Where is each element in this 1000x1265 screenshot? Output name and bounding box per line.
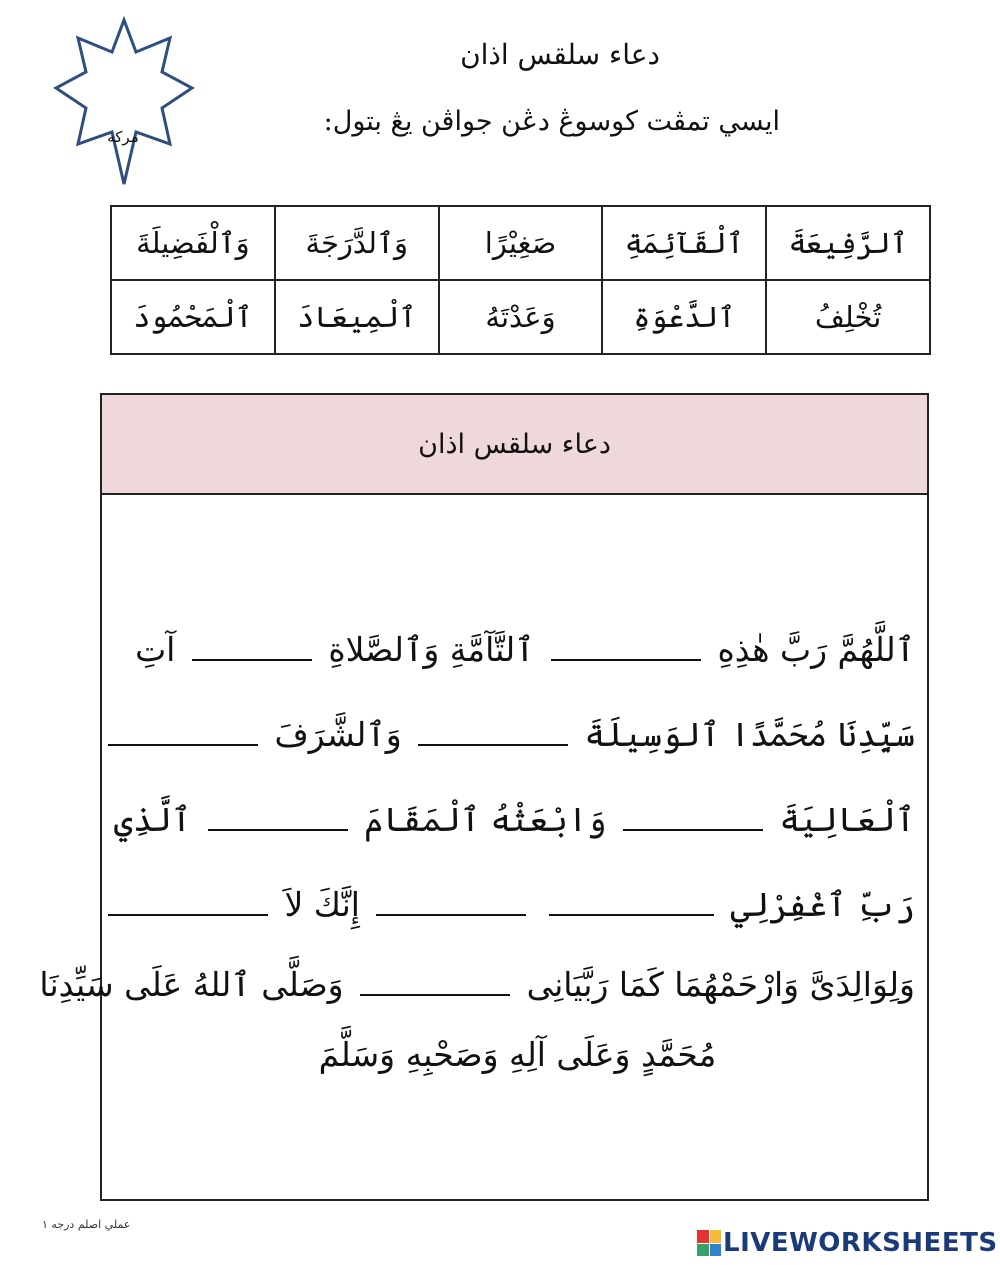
word-bank-cell[interactable]: ٱلدَّعْوَةِ	[602, 280, 766, 354]
word-bank-cell[interactable]: ٱلرَّفِيعَةَ	[766, 206, 930, 280]
passage-text: رَبِّ ٱغْفِرْلِي	[730, 885, 915, 924]
answer-blank-3[interactable]	[418, 714, 568, 746]
page-title: دعاء سلقس اذان	[460, 38, 660, 71]
passage-text: ٱلْعَالِيَةَ	[779, 800, 915, 839]
brand-name: LIVEWORKSHEETS	[723, 1228, 998, 1258]
answer-blank-9[interactable]	[108, 884, 268, 916]
passage-text: ٱلَّذِي	[113, 800, 192, 839]
passage-text: وَصَلَّى ٱللهُ عَلَى سَيِّدِنَا	[39, 965, 344, 1004]
passage-text: إِنَّكَ لاَ	[284, 885, 360, 924]
instruction-text: ايسي تمڤت كوسوڠ دڠن جواڤن يڠ بتول:	[323, 106, 780, 137]
word-bank-table	[110, 205, 931, 355]
word-bank-cell[interactable]: ٱلْقَآئِمَةِ	[602, 206, 766, 280]
word-bank-row	[111, 206, 930, 280]
word-bank-cell[interactable]: ٱلْمَحْمُودَ	[111, 280, 275, 354]
logo-mark-icon	[697, 1230, 721, 1256]
liveworksheets-logo	[697, 1228, 998, 1258]
passage-box	[39, 393, 929, 1201]
answer-blank-4[interactable]	[108, 714, 258, 746]
passage-text: ٱلتَّآمَّةِ وَٱلصَّلاةِ	[328, 630, 535, 669]
passage-line-1	[120, 625, 915, 675]
passage-text: مُحَمَّدٍ وَعَلَى آلِهِ وَصَحْبِهِ وَسَلَّمَ	[318, 1035, 717, 1074]
passage-line-3	[113, 795, 915, 845]
passage-line-5	[39, 960, 915, 1010]
passage-line-6	[120, 1030, 915, 1080]
answer-blank-10[interactable]	[360, 964, 510, 996]
word-bank-cell[interactable]: صَغِيْرًا	[439, 206, 603, 280]
passage-text: سَيِّدِنَا مُحَمَّدًا ٱلوَسِيلَةَ	[584, 715, 915, 754]
footer-note: عملي اصلم درجه ١	[42, 1218, 131, 1231]
passage-text: آتِ	[135, 630, 176, 669]
word-bank-cell[interactable]: وَٱلدَّرَجَةَ	[275, 206, 439, 280]
star-badge-icon	[52, 16, 196, 188]
answer-blank-2[interactable]	[192, 629, 312, 661]
passage-text: ٱللَّهُمَّ رَبَّ هٰذِهِ	[717, 630, 915, 669]
passage-line-4	[120, 880, 915, 930]
word-bank-cell[interactable]: وَعَدْتَهُ	[439, 280, 603, 354]
badge-label: مركه	[107, 128, 139, 146]
answer-blank-5[interactable]	[623, 799, 763, 831]
word-bank-cell[interactable]: ٱلْمِيعَادَ	[275, 280, 439, 354]
answer-blank-1[interactable]	[551, 629, 701, 661]
passage-text: وَلِوَالِدَىَّ وَارْحَمْهُمَا كَمَا رَبَّيَانِى	[526, 965, 915, 1004]
word-bank-cell[interactable]: وَٱلْفَضِيلَةَ	[111, 206, 275, 280]
word-bank-row	[111, 280, 930, 354]
passage-heading: دعاء سلقس اذان	[102, 395, 927, 495]
passage-text: وَابْعَثْهُ ٱلْمَقَامَ	[364, 800, 607, 839]
answer-blank-8[interactable]	[376, 884, 526, 916]
passage-text: وَٱلشَّرَفَ	[274, 715, 402, 754]
word-bank-cell[interactable]: تُخْلِفُ	[766, 280, 930, 354]
answer-blank-7[interactable]	[549, 884, 714, 916]
passage-line-2	[120, 710, 915, 760]
answer-blank-6[interactable]	[208, 799, 348, 831]
